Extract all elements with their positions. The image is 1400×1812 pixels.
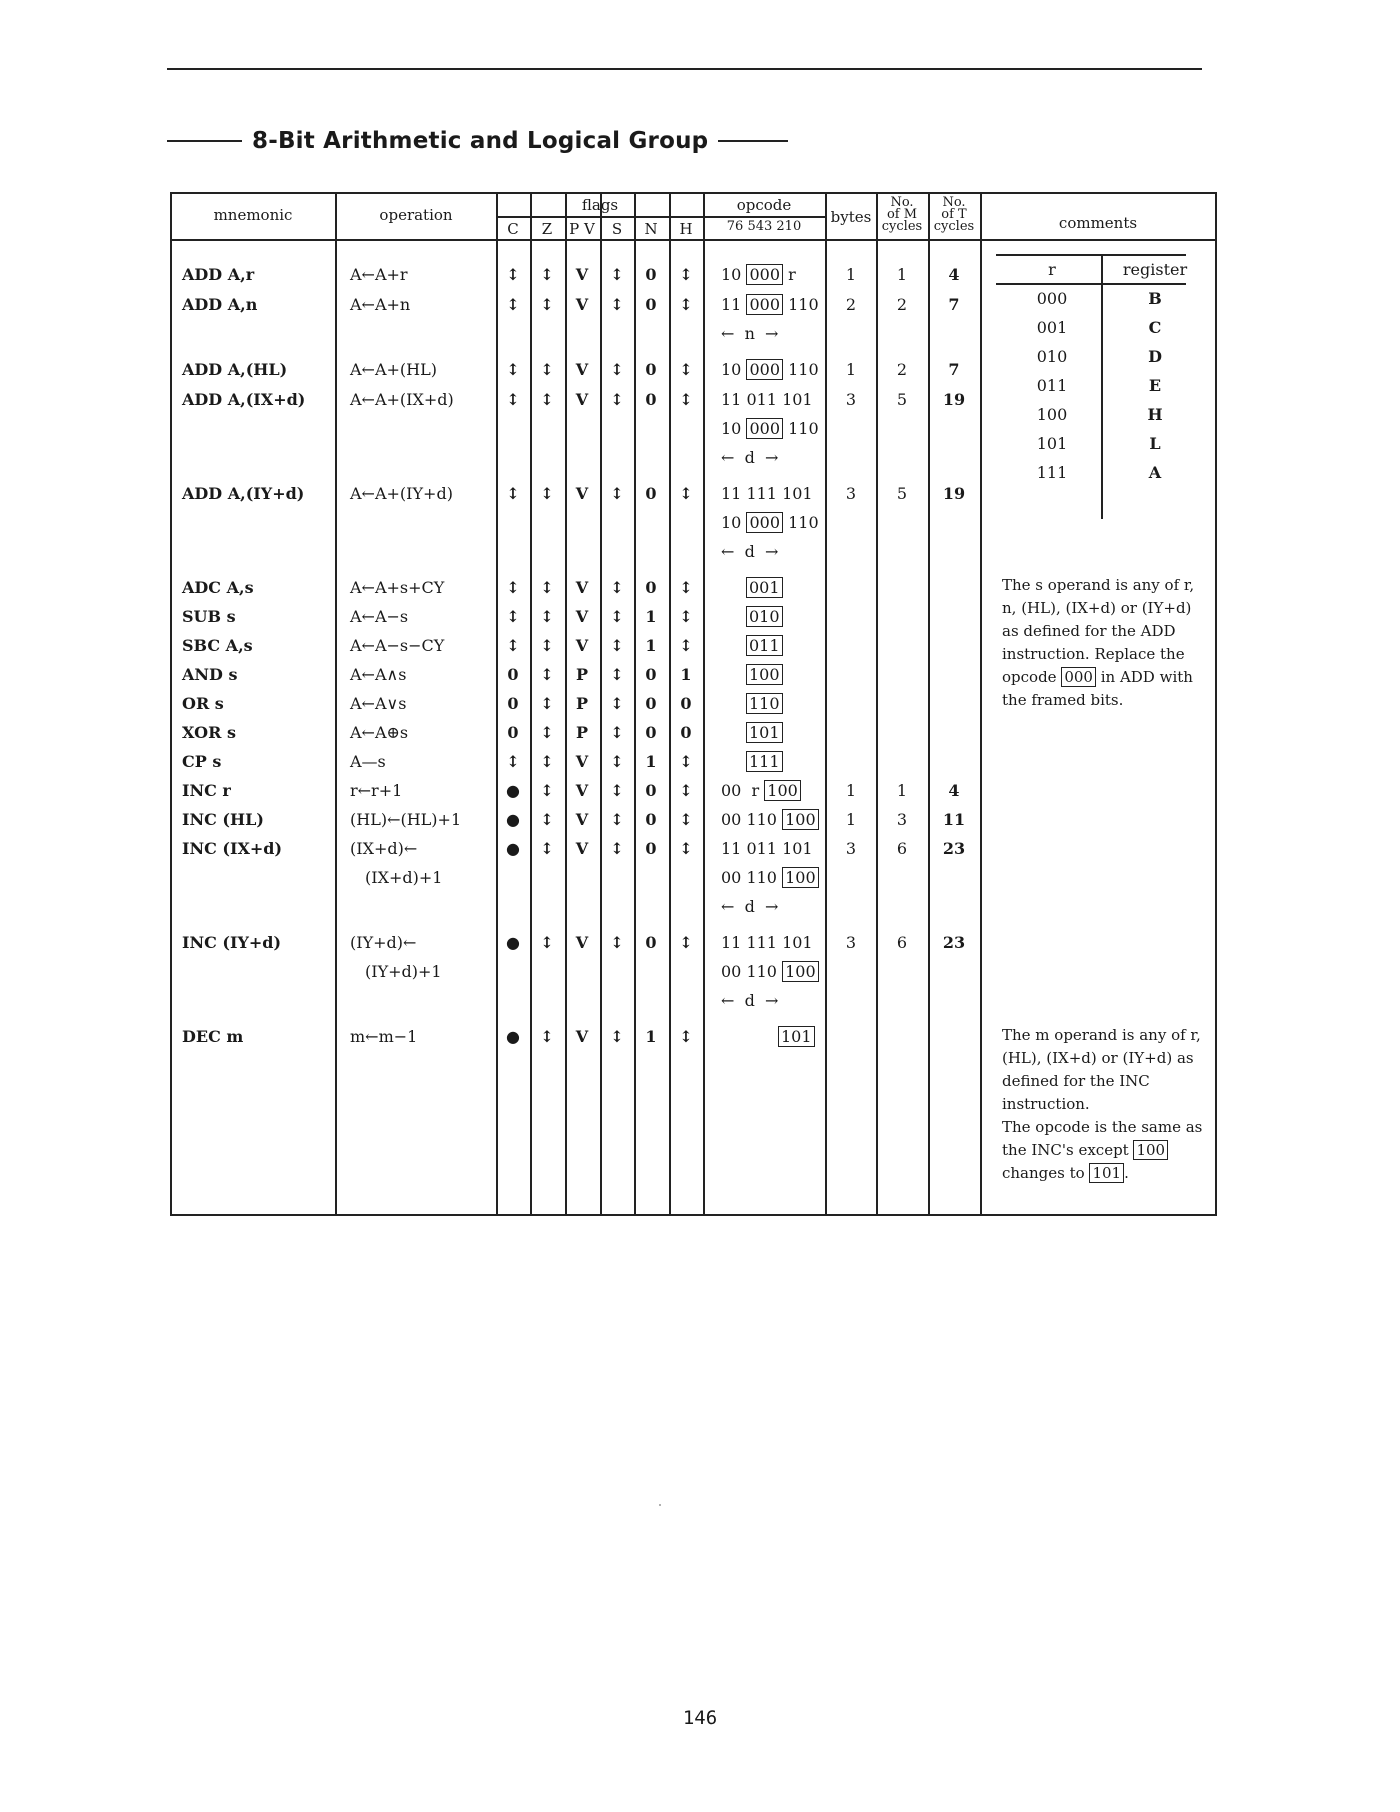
mnemonic-cell: ADD A,(IY+d) bbox=[182, 484, 305, 503]
opcode-cell: 00 r 100 bbox=[721, 782, 801, 800]
flag-cell: P bbox=[575, 723, 589, 742]
flag-cell: V bbox=[575, 933, 589, 952]
flag-cell: 0 bbox=[645, 578, 657, 597]
flag-cell: ↕ bbox=[610, 636, 624, 655]
header-m-cycles: cycles bbox=[881, 219, 923, 234]
register-name: E bbox=[1148, 376, 1162, 395]
t-cycles-cell: 23 bbox=[942, 839, 966, 858]
operation-cell: A←A+(HL) bbox=[350, 360, 437, 379]
flag-cell: ● bbox=[506, 1027, 520, 1046]
column-border-11 bbox=[928, 192, 930, 1216]
title-dash-left bbox=[167, 140, 242, 142]
framed-bits: 101 bbox=[778, 1026, 815, 1047]
register-name: C bbox=[1148, 318, 1162, 337]
flag-cell: 0 bbox=[645, 295, 657, 314]
flag-cell: ↕ bbox=[679, 781, 693, 800]
flag-cell: ↕ bbox=[540, 295, 554, 314]
flag-cell: ↕ bbox=[540, 810, 554, 829]
opcode-cell: 11 000 110 bbox=[721, 295, 819, 314]
flag-cell: P bbox=[575, 665, 589, 684]
flag-cell: ↕ bbox=[610, 390, 624, 409]
opcode-cell: 11 111 101 bbox=[721, 484, 813, 503]
framed-bits: 000 bbox=[746, 264, 783, 285]
flag-cell: ↕ bbox=[679, 752, 693, 771]
comment-s-operand: The s operand is any of r, n, (HL), (IX+d) or (IY+d) as defined for the ADD instruction. Replace the opcode 000 in ADD with the framed bits. bbox=[1002, 576, 1195, 709]
operation-cell: A←A+n bbox=[350, 295, 411, 314]
m-cycles-cell: 2 bbox=[896, 360, 908, 379]
opcode-cell: 11 011 101 bbox=[721, 390, 813, 409]
bytes-cell: 1 bbox=[845, 265, 857, 284]
header-flags: flags bbox=[581, 196, 619, 214]
mnemonic-cell: INC (HL) bbox=[182, 810, 264, 829]
framed-bits: 100 bbox=[746, 664, 783, 685]
flag-cell: 1 bbox=[645, 636, 657, 655]
header-flag-1: Z bbox=[541, 220, 553, 238]
flag-cell: ↕ bbox=[540, 607, 554, 626]
header-t-cycles: of T bbox=[941, 207, 967, 222]
opcode-cell: 00 110 100 bbox=[721, 963, 819, 981]
register-code: 101 bbox=[1036, 434, 1068, 453]
bytes-cell: 1 bbox=[845, 781, 857, 800]
t-cycles-cell: 19 bbox=[942, 390, 966, 409]
flag-cell: ↕ bbox=[540, 933, 554, 952]
mnemonic-cell: OR s bbox=[182, 694, 224, 713]
flag-cell: V bbox=[575, 839, 589, 858]
framed-bits: 101 bbox=[746, 722, 783, 743]
flag-cell: ↕ bbox=[540, 484, 554, 503]
flag-cell: ↕ bbox=[506, 360, 520, 379]
register-name: L bbox=[1149, 434, 1161, 453]
flag-cell: 0 bbox=[645, 665, 657, 684]
flag-cell: 0 bbox=[645, 694, 657, 713]
flag-cell: 0 bbox=[645, 265, 657, 284]
column-border-0 bbox=[170, 192, 172, 1216]
flag-cell: ● bbox=[506, 839, 520, 858]
flag-cell: 0 bbox=[507, 665, 519, 684]
flag-cell: 0 bbox=[680, 723, 692, 742]
framed-bits: 011 bbox=[746, 635, 783, 656]
mnemonic-cell: XOR s bbox=[182, 723, 236, 742]
column-border-3 bbox=[530, 192, 532, 1216]
flag-cell: ↕ bbox=[610, 484, 624, 503]
section-heading bbox=[167, 128, 788, 154]
flag-cell: 1 bbox=[645, 1027, 657, 1046]
header-opcode: opcode bbox=[736, 196, 792, 214]
instruction-table bbox=[170, 192, 1216, 1216]
flag-cell: ↕ bbox=[540, 723, 554, 742]
flag-cell: ↕ bbox=[610, 360, 624, 379]
flag-cell: ↕ bbox=[679, 578, 693, 597]
bytes-cell: 3 bbox=[845, 390, 857, 409]
flag-cell: ↕ bbox=[610, 694, 624, 713]
flag-cell: 1 bbox=[680, 665, 692, 684]
framed-bits: 101 bbox=[1089, 1163, 1124, 1183]
flag-cell: 0 bbox=[645, 810, 657, 829]
t-cycles-cell: 23 bbox=[942, 933, 966, 952]
flag-cell: 0 bbox=[680, 694, 692, 713]
table-bottom-border bbox=[170, 1214, 1216, 1216]
column-border-7 bbox=[669, 192, 671, 1216]
operation-cell: A←A+(IY+d) bbox=[350, 484, 453, 503]
opcode-cell: 00 110 100 bbox=[721, 811, 819, 829]
opcode-cell bbox=[746, 637, 783, 655]
register-code: 010 bbox=[1036, 347, 1068, 366]
header-m-cycles: No. bbox=[890, 195, 914, 210]
flag-cell: ↕ bbox=[679, 933, 693, 952]
column-border-8 bbox=[703, 192, 705, 1216]
t-cycles-cell: 7 bbox=[948, 360, 960, 379]
flag-cell: 0 bbox=[645, 360, 657, 379]
flag-cell: ↕ bbox=[540, 665, 554, 684]
opcode-cell bbox=[746, 695, 783, 713]
operation-cell-cont: (IX+d)+1 bbox=[365, 868, 443, 887]
register-table-header-rule bbox=[996, 283, 1186, 285]
flag-cell: ↕ bbox=[610, 295, 624, 314]
mnemonic-cell: INC (IY+d) bbox=[182, 933, 282, 952]
top-rule bbox=[167, 68, 1202, 70]
flag-cell: ↕ bbox=[610, 665, 624, 684]
flag-cell: ↕ bbox=[506, 295, 520, 314]
framed-bits: 000 bbox=[746, 294, 783, 315]
opcode-cell: 10 000 110 bbox=[721, 419, 819, 438]
header-flag-3: S bbox=[611, 220, 623, 238]
flag-cell: V bbox=[575, 484, 589, 503]
column-border-9 bbox=[825, 192, 827, 1216]
bytes-cell: 3 bbox=[845, 484, 857, 503]
register-name: A bbox=[1148, 463, 1162, 482]
operation-cell: (IX+d)← bbox=[350, 839, 418, 858]
bytes-cell: 3 bbox=[845, 933, 857, 952]
opcode-cell bbox=[746, 608, 783, 626]
flag-cell: V bbox=[575, 360, 589, 379]
flag-cell: ● bbox=[506, 781, 520, 800]
opcode-cell: ← n → bbox=[721, 324, 779, 343]
opcode-cell: 00 110 100 bbox=[721, 869, 819, 887]
flag-cell: 0 bbox=[507, 723, 519, 742]
flag-cell: V bbox=[575, 578, 589, 597]
column-border-12 bbox=[980, 192, 982, 1216]
t-cycles-cell: 4 bbox=[948, 265, 960, 284]
flag-cell: ↕ bbox=[540, 781, 554, 800]
operation-cell: m←m−1 bbox=[350, 1027, 418, 1046]
column-border-5 bbox=[600, 192, 602, 1216]
flag-cell: ↕ bbox=[610, 810, 624, 829]
opcode-cell: 11 011 101 bbox=[721, 839, 813, 858]
flag-cell: ↕ bbox=[506, 265, 520, 284]
operation-cell: r←r+1 bbox=[350, 781, 403, 800]
flag-cell: ↕ bbox=[540, 636, 554, 655]
mnemonic-cell: INC (IX+d) bbox=[182, 839, 283, 858]
flag-cell: V bbox=[575, 295, 589, 314]
opcode-cell: 10 000 r bbox=[721, 265, 796, 284]
flag-cell: 0 bbox=[507, 694, 519, 713]
header-bytes: bytes bbox=[830, 208, 872, 226]
opcode-subheader-rule bbox=[703, 216, 825, 218]
flag-cell: 1 bbox=[645, 752, 657, 771]
framed-bits: 110 bbox=[746, 693, 783, 714]
operation-cell: A←A+r bbox=[350, 265, 408, 284]
header-flag-5: H bbox=[679, 220, 693, 238]
flag-cell: P bbox=[575, 694, 589, 713]
register-code: 011 bbox=[1036, 376, 1068, 395]
register-table-header-r: r bbox=[1048, 260, 1056, 279]
operation-cell: A←A∧s bbox=[350, 665, 407, 684]
operation-cell: A←A−s−CY bbox=[350, 636, 445, 655]
register-table-divider bbox=[1101, 254, 1103, 519]
mnemonic-cell: CP s bbox=[182, 752, 222, 771]
flag-cell: ↕ bbox=[679, 484, 693, 503]
page-number: 146 bbox=[682, 1707, 718, 1729]
m-cycles-cell: 1 bbox=[896, 781, 908, 800]
mnemonic-cell: SUB s bbox=[182, 607, 236, 626]
bytes-cell: 2 bbox=[845, 295, 857, 314]
header-operation: operation bbox=[379, 206, 453, 224]
bytes-cell: 3 bbox=[845, 839, 857, 858]
flag-cell: ↕ bbox=[679, 360, 693, 379]
flag-cell: ↕ bbox=[540, 694, 554, 713]
opcode-cell bbox=[746, 753, 783, 771]
column-border-6 bbox=[634, 192, 636, 1216]
column-border-1 bbox=[335, 192, 337, 1216]
flag-cell: V bbox=[575, 265, 589, 284]
register-name: D bbox=[1148, 347, 1162, 366]
operation-cell: (IY+d)← bbox=[350, 933, 417, 952]
operation-cell: A—s bbox=[350, 752, 386, 771]
flag-cell: ↕ bbox=[610, 607, 624, 626]
mnemonic-cell: ADD A,r bbox=[182, 265, 255, 284]
flag-cell: 0 bbox=[645, 781, 657, 800]
opcode-cell: 10 000 110 bbox=[721, 513, 819, 532]
flag-cell: ↕ bbox=[540, 265, 554, 284]
bytes-cell: 1 bbox=[845, 810, 857, 829]
framed-bits: 100 bbox=[782, 809, 819, 830]
mnemonic-cell: AND s bbox=[182, 665, 238, 684]
register-code: 001 bbox=[1036, 318, 1068, 337]
m-cycles-cell: 5 bbox=[896, 484, 908, 503]
flags-subheader-rule bbox=[496, 216, 703, 218]
flag-cell: ↕ bbox=[610, 723, 624, 742]
framed-bits: 111 bbox=[746, 751, 783, 772]
section-title: 8-Bit Arithmetic and Logical Group bbox=[252, 128, 709, 154]
flag-cell: ↕ bbox=[540, 578, 554, 597]
flag-cell: 1 bbox=[645, 607, 657, 626]
opcode-cell bbox=[746, 666, 783, 684]
opcode-cell: ← d → bbox=[721, 542, 779, 561]
framed-bits: 010 bbox=[746, 606, 783, 627]
framed-bits: 000 bbox=[746, 418, 783, 439]
framed-bits: 100 bbox=[764, 780, 801, 801]
header-mnemonic: mnemonic bbox=[213, 206, 293, 224]
flag-cell: ↕ bbox=[679, 295, 693, 314]
column-border-10 bbox=[876, 192, 878, 1216]
flag-cell: V bbox=[575, 810, 589, 829]
t-cycles-cell: 4 bbox=[948, 781, 960, 800]
table-top-border bbox=[170, 192, 1216, 194]
m-cycles-cell: 5 bbox=[896, 390, 908, 409]
header-flag-0: C bbox=[507, 220, 519, 238]
mnemonic-cell: INC r bbox=[182, 781, 231, 800]
framed-bits: 100 bbox=[1133, 1140, 1168, 1160]
register-table-top bbox=[996, 254, 1186, 256]
flag-cell: ↕ bbox=[679, 390, 693, 409]
flag-cell: ↕ bbox=[679, 607, 693, 626]
t-cycles-cell: 19 bbox=[942, 484, 966, 503]
flag-cell: V bbox=[575, 781, 589, 800]
flag-cell: ↕ bbox=[540, 1027, 554, 1046]
column-border-4 bbox=[565, 192, 567, 1216]
flag-cell: ↕ bbox=[540, 390, 554, 409]
flag-cell: ↕ bbox=[540, 360, 554, 379]
flag-cell: ↕ bbox=[610, 839, 624, 858]
title-dash-right bbox=[718, 140, 788, 142]
m-cycles-cell: 3 bbox=[896, 810, 908, 829]
comment-m-operand: The m operand is any of r, (HL), (IX+d) or (IY+d) as defined for the INC instruction. The opcode is the same as the INC's except 100 changes to 101 . bbox=[1002, 1026, 1203, 1182]
column-border-2 bbox=[496, 192, 498, 1216]
flag-cell: ↕ bbox=[610, 781, 624, 800]
flag-cell: ↕ bbox=[610, 578, 624, 597]
opcode-cell: ← d → bbox=[721, 897, 779, 916]
flag-cell: ↕ bbox=[679, 636, 693, 655]
flag-cell: ↕ bbox=[506, 636, 520, 655]
framed-bits: 000 bbox=[746, 359, 783, 380]
header-opcode-bits: 76 543 210 bbox=[726, 219, 802, 234]
bytes-cell: 1 bbox=[845, 360, 857, 379]
flag-cell: ↕ bbox=[506, 390, 520, 409]
opcode-cell bbox=[746, 724, 783, 742]
flag-cell: ↕ bbox=[506, 578, 520, 597]
flag-cell: ↕ bbox=[506, 484, 520, 503]
flag-cell: ● bbox=[506, 933, 520, 952]
framed-bits: 000 bbox=[1061, 667, 1096, 687]
flag-cell: V bbox=[575, 636, 589, 655]
flag-cell: ● bbox=[506, 810, 520, 829]
opcode-cell bbox=[746, 579, 783, 597]
mnemonic-cell: ADD A,(HL) bbox=[182, 360, 288, 379]
m-cycles-cell: 6 bbox=[896, 839, 908, 858]
m-cycles-cell: 1 bbox=[896, 265, 908, 284]
register-code: 000 bbox=[1036, 289, 1068, 308]
framed-bits: 001 bbox=[746, 577, 783, 598]
flag-cell: ↕ bbox=[610, 933, 624, 952]
opcode-cell bbox=[778, 1028, 815, 1046]
flag-cell: ↕ bbox=[679, 810, 693, 829]
header-flag-4: N bbox=[644, 220, 658, 238]
header-t-cycles: No. bbox=[942, 195, 966, 210]
header-t-cycles: cycles bbox=[933, 219, 975, 234]
register-table-header-register: register bbox=[1122, 260, 1188, 279]
framed-bits: 000 bbox=[746, 512, 783, 533]
opcode-cell: 11 111 101 bbox=[721, 933, 813, 952]
flag-cell: ↕ bbox=[679, 839, 693, 858]
header-bottom-border bbox=[170, 239, 1216, 241]
header-m-cycles: of M bbox=[886, 207, 918, 222]
register-name: H bbox=[1147, 405, 1163, 424]
register-code: 111 bbox=[1036, 463, 1068, 482]
mnemonic-cell: ADD A,(IX+d) bbox=[182, 390, 306, 409]
operation-cell: A←A+(IX+d) bbox=[350, 390, 454, 409]
header-flag-2: P V bbox=[569, 220, 595, 238]
opcode-cell: ← d → bbox=[721, 991, 779, 1010]
operation-cell: (HL)←(HL)+1 bbox=[350, 810, 462, 829]
flag-cell: ↕ bbox=[540, 752, 554, 771]
flag-cell: 0 bbox=[645, 933, 657, 952]
flag-cell: ↕ bbox=[540, 839, 554, 858]
register-code: 100 bbox=[1036, 405, 1068, 424]
opcode-cell: ← d → bbox=[721, 448, 779, 467]
header-comments: comments bbox=[1058, 214, 1138, 232]
mnemonic-cell: DEC m bbox=[182, 1027, 244, 1046]
flag-cell: 0 bbox=[645, 723, 657, 742]
flag-cell: V bbox=[575, 752, 589, 771]
flag-cell: ↕ bbox=[610, 752, 624, 771]
mnemonic-cell: ADD A,n bbox=[182, 295, 258, 314]
flag-cell: 0 bbox=[645, 839, 657, 858]
flag-cell: ↕ bbox=[679, 265, 693, 284]
opcode-cell: 10 000 110 bbox=[721, 360, 819, 379]
mnemonic-cell: SBC A,s bbox=[182, 636, 253, 655]
framed-bits: 100 bbox=[782, 867, 819, 888]
operation-cell: A←A∨s bbox=[350, 694, 407, 713]
flag-cell: V bbox=[575, 390, 589, 409]
flag-cell: 0 bbox=[645, 484, 657, 503]
t-cycles-cell: 11 bbox=[942, 810, 966, 829]
mnemonic-cell: ADC A,s bbox=[182, 578, 254, 597]
framed-bits: 100 bbox=[782, 961, 819, 982]
flag-cell: 0 bbox=[645, 390, 657, 409]
speck bbox=[659, 1504, 661, 1506]
operation-cell: A←A−s bbox=[350, 607, 409, 626]
m-cycles-cell: 2 bbox=[896, 295, 908, 314]
flag-cell: ↕ bbox=[610, 1027, 624, 1046]
flag-cell: ↕ bbox=[610, 265, 624, 284]
t-cycles-cell: 7 bbox=[948, 295, 960, 314]
flag-cell: ↕ bbox=[679, 1027, 693, 1046]
flag-cell: ↕ bbox=[506, 752, 520, 771]
register-name: B bbox=[1148, 289, 1162, 308]
flag-cell: V bbox=[575, 607, 589, 626]
column-border-13 bbox=[1215, 192, 1217, 1216]
flag-cell: V bbox=[575, 1027, 589, 1046]
operation-cell: A←A+s+CY bbox=[350, 578, 445, 597]
operation-cell-cont: (IY+d)+1 bbox=[365, 962, 442, 981]
operation-cell: A←A⊕s bbox=[350, 723, 409, 742]
m-cycles-cell: 6 bbox=[896, 933, 908, 952]
flag-cell: ↕ bbox=[506, 607, 520, 626]
